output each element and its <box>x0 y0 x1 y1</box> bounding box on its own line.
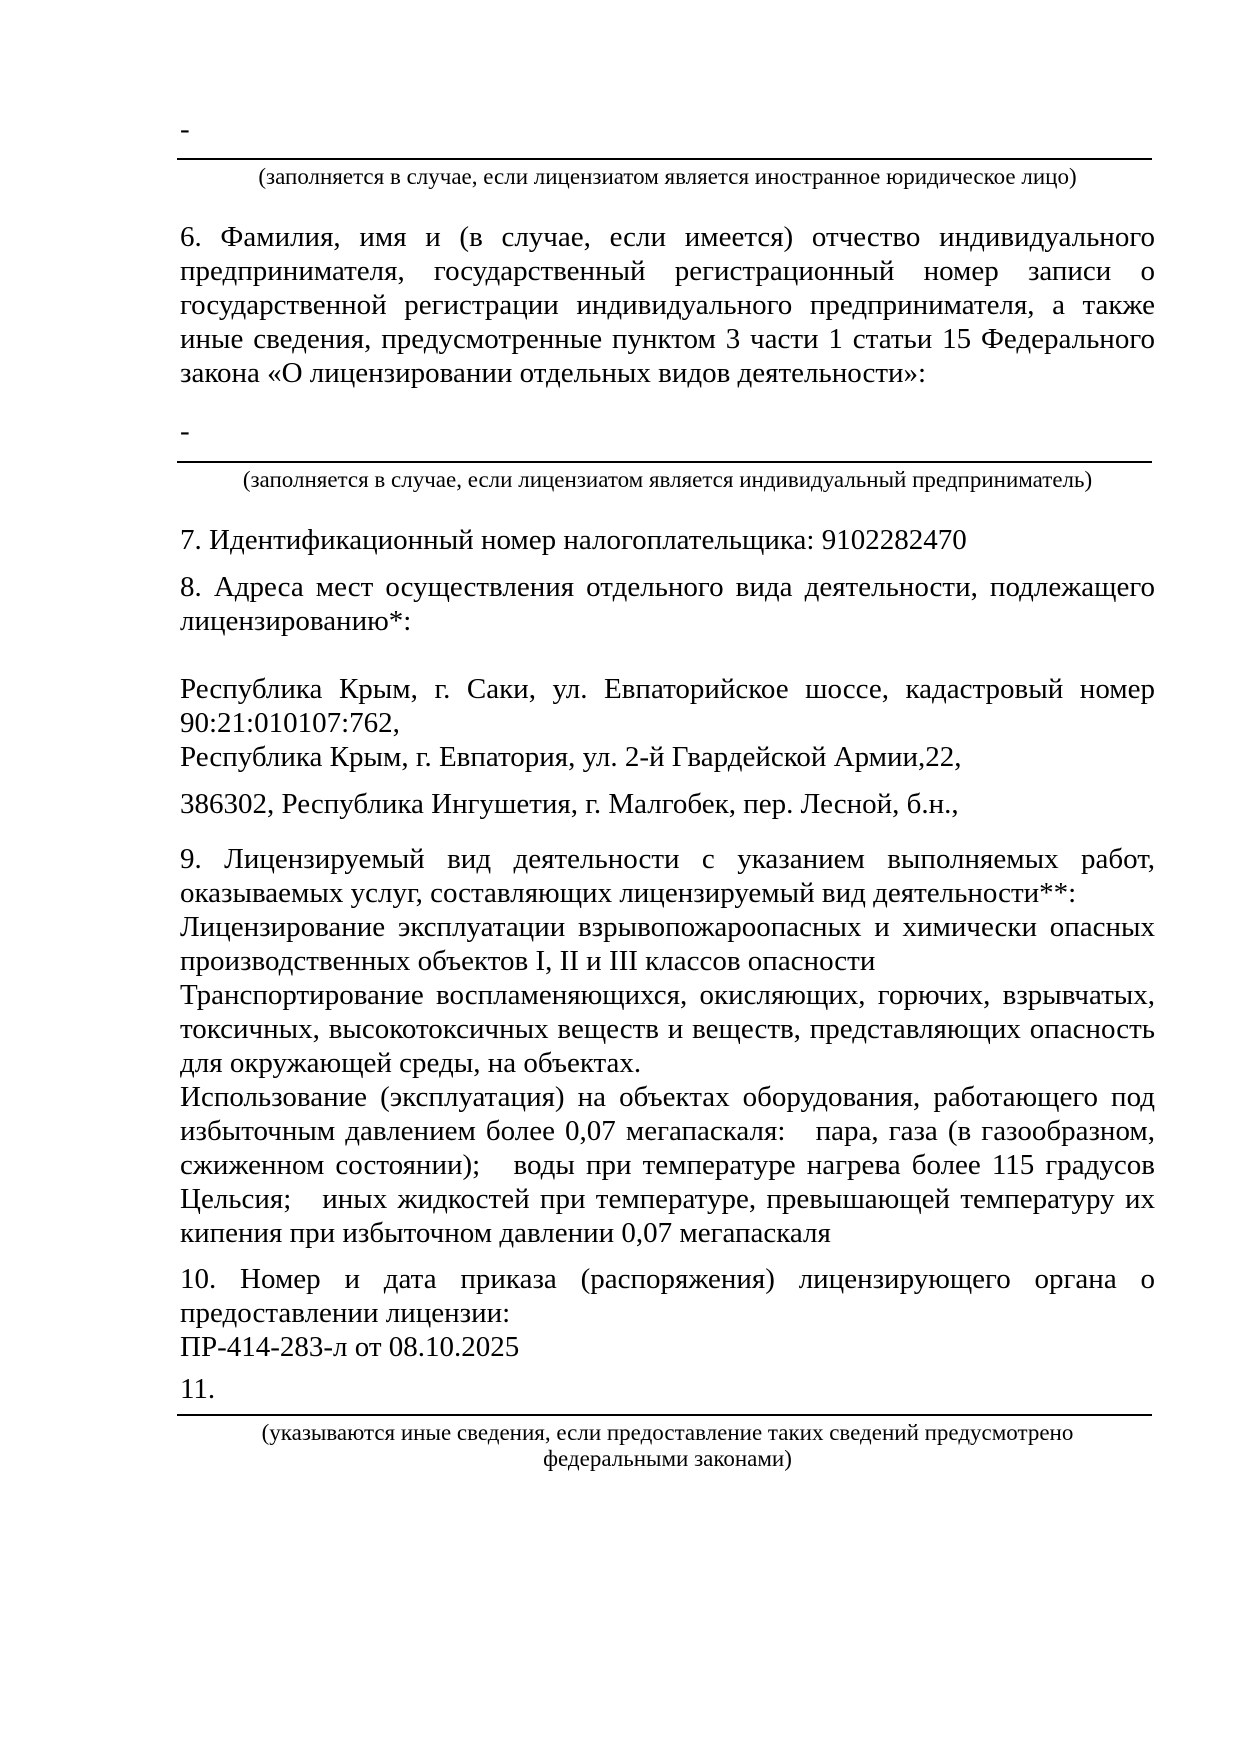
field-6-caption <box>180 467 1155 493</box>
item-9-activity-2 <box>180 978 1155 1080</box>
address-3-line-1: 386302, Республика Ингушетия, г. Малгобек, пер. Лесной, б.н., <box>180 788 959 820</box>
item-6-line-2: предпринимателя, государственный регистрационный номер записи о <box>180 255 1155 287</box>
address-1 <box>180 672 1155 740</box>
address-2 <box>180 740 1155 774</box>
item-9-activity-2-line-2: токсичных, высокотоксичных веществ и веществ, представляющих опасность <box>180 1013 1155 1045</box>
field-5-caption-line-1: (заполняется в случае, если лицензиатом является иностранное юридическое лицо) <box>258 164 1077 189</box>
item-9 <box>180 842 1155 910</box>
item-8-line-1: 8. Адреса мест осуществления отдельного вида деятельности, подлежащего <box>180 571 1155 603</box>
item-6-line-1: 6. Фамилия, имя и (в случае, если имеется) отчество индивидуального <box>180 221 1155 253</box>
item-11-rule <box>177 1414 1152 1416</box>
item-9-line-1: 9. Лицензируемый вид деятельности с указанием выполняемых работ, <box>180 843 1155 875</box>
address-2-line-1: Республика Крым, г. Евпатория, ул. 2-й Гвардейской Армии,22, <box>180 741 962 773</box>
item-9-line-2: оказываемых услуг, составляющих лицензируемый вид деятельности**: <box>180 877 1077 909</box>
field-5-rule <box>177 158 1152 160</box>
item-6-line-5: закона «О лицензировании отдельных видов деятельности»: <box>180 357 927 389</box>
item-9-activity-3 <box>180 1080 1155 1250</box>
item-9-activity-1-line-2: производственных объектов I, II и III классов опасности <box>180 945 876 977</box>
item-11-caption-line-2: федеральными законами) <box>543 1446 792 1471</box>
item-10 <box>180 1262 1155 1330</box>
field-5-value-dash <box>180 112 1155 146</box>
item-10-value <box>180 1330 1155 1364</box>
field-6-value-dash-line-1: - <box>180 415 190 447</box>
address-1-line-1: Республика Крым, г. Саки, ул. Евпаторийское шоссе, кадастровый номер <box>180 673 1155 705</box>
item-11 <box>180 1372 1155 1406</box>
item-11-caption-line-1: (указываются иные сведения, если предоставление таких сведений предусмотрено <box>261 1420 1074 1445</box>
field-6-caption-line-1: (заполняется в случае, если лицензиатом является индивидуальный предприниматель) <box>242 467 1093 492</box>
item-7-line-1: 7. Идентификационный номер налогоплательщика: 9102282470 <box>180 524 967 556</box>
address-3 <box>180 787 1155 821</box>
field-6-value-dash <box>180 414 1155 448</box>
item-9-activity-3-line-5: кипения при избыточном давлении 0,07 мегапаскаля <box>180 1217 831 1249</box>
field-5-caption <box>180 164 1155 190</box>
document-body <box>180 0 1155 1472</box>
item-8-line-2: лицензированию*: <box>180 605 412 637</box>
field-5-value-dash-line-1: - <box>180 113 190 145</box>
item-9-activity-3-line-3: сжиженном состоянии); воды при температуре нагрева более 115 градусов <box>180 1149 1155 1181</box>
item-6-line-4: иные сведения, предусмотренные пунктом 3 части 1 статьи 15 Федерального <box>180 323 1155 355</box>
item-9-activity-1 <box>180 910 1155 978</box>
item-9-activity-3-line-1: Использование (эксплуатация) на объектах оборудования, работающего под <box>180 1081 1155 1113</box>
item-9-activity-3-line-4: Цельсия; иных жидкостей при температуре, превышающей температуру их <box>180 1183 1155 1215</box>
item-11-line-1: 11. <box>180 1373 216 1405</box>
item-6 <box>180 220 1155 390</box>
item-6-line-3: государственной регистрации индивидуального предпринимателя, а также <box>180 289 1155 321</box>
item-9-activity-2-line-1: Транспортирование воспламеняющихся, окисляющих, горючих, взрывчатых, <box>180 979 1155 1011</box>
item-9-activity-3-line-2: избыточным давлением более 0,07 мегапаскаля: пара, газа (в газообразном, <box>180 1115 1155 1147</box>
item-9-activity-2-line-3: для окружающей среды, на объектах. <box>180 1047 642 1079</box>
item-9-activity-1-line-1: Лицензирование эксплуатации взрывопожароопасных и химически опасных <box>180 911 1155 943</box>
item-10-line-1: 10. Номер и дата приказа (распоряжения) лицензирующего органа о <box>180 1263 1155 1295</box>
field-6-rule <box>177 461 1152 463</box>
item-8 <box>180 570 1155 638</box>
item-10-line-2: предоставлении лицензии: <box>180 1297 511 1329</box>
item-7 <box>180 523 1155 557</box>
item-10-value-line-1: ПР-414-283-л от 08.10.2025 <box>180 1331 520 1363</box>
address-1-line-2: 90:21:010107:762, <box>180 707 400 739</box>
item-11-caption <box>180 1420 1155 1472</box>
